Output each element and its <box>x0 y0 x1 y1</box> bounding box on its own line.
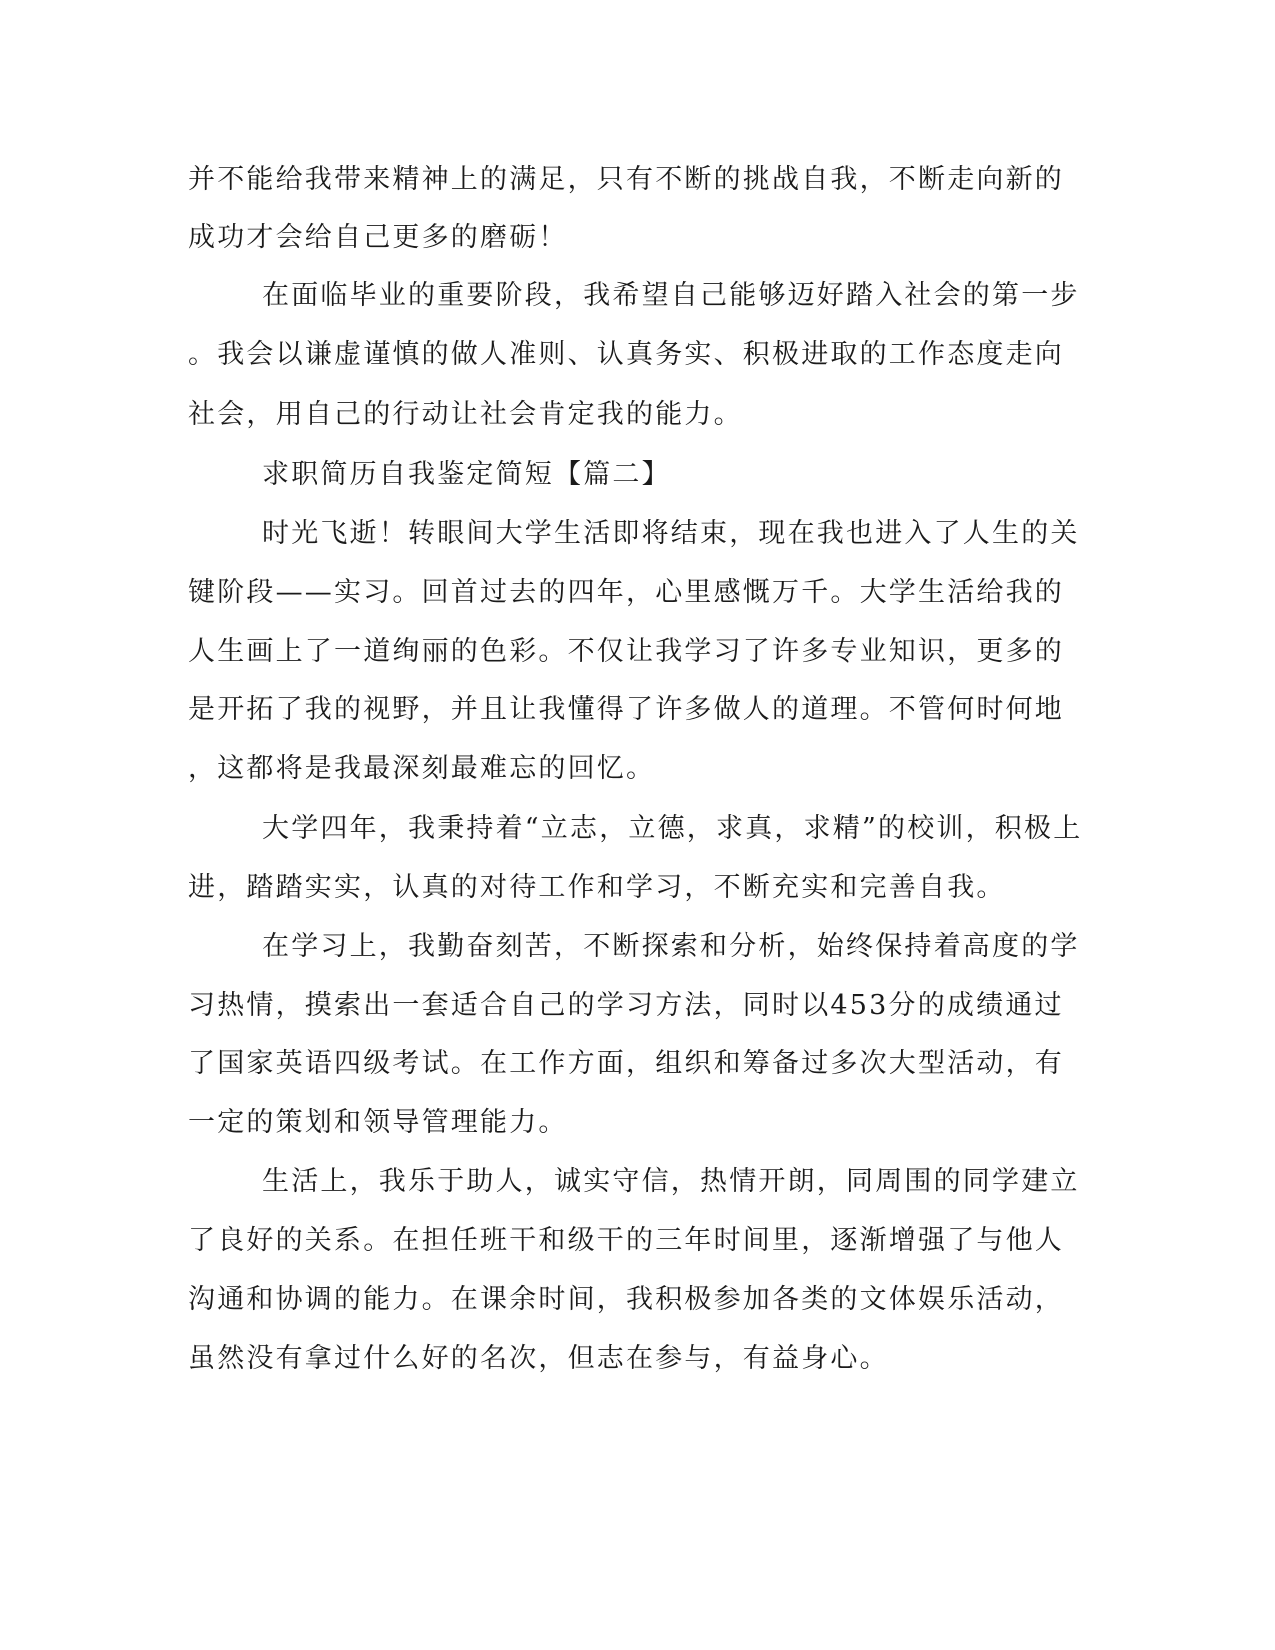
text-line-21: 虽然没有拿过什么好的名次，但志在参与，有益身心。 <box>188 1343 889 1374</box>
section-heading: 求职简历自我鉴定简短【篇二】 <box>262 459 671 490</box>
text-line-9: 人生画上了一道绚丽的色彩。不仅让我学习了许多专业知识，更多的 <box>188 636 1064 667</box>
text-line-4: 。我会以谦虚谨慎的做人准则、认真务实、积极进取的工作态度走向 <box>188 339 1064 370</box>
text-line-8: 键阶段——实习。回首过去的四年，心里感慨万千。大学生活给我的 <box>188 577 1064 608</box>
text-line-11: ，这都将是我最深刻最难忘的回忆。 <box>188 753 656 784</box>
text-line-16: 了国家英语四级考试。在工作方面，组织和筹备过多次大型活动，有 <box>188 1048 1064 1079</box>
text-line-2: 成功才会给自己更多的磨砺！ <box>188 222 568 253</box>
text-line-20: 沟通和协调的能力。在课余时间，我积极参加各类的文体娱乐活动， <box>188 1284 1064 1315</box>
text-line-15: 习热情，摸索出一套适合自己的学习方法，同时以453分的成绩通过 <box>188 990 1064 1021</box>
paragraph-start-line: 在学习上，我勤奋刻苦，不断探索和分析，始终保持着高度的学 <box>262 931 1080 962</box>
text-line-10: 是开拓了我的视野，并且让我懂得了许多做人的道理。不管何时何地 <box>188 694 1064 725</box>
paragraph-start-line: 时光飞逝！转眼间大学生活即将结束，现在我也进入了人生的关 <box>262 518 1080 549</box>
text-line-17: 一定的策划和领导管理能力。 <box>188 1107 568 1138</box>
paragraph-start-line: 大学四年，我秉持着“立志，立德，求真，求精”的校训，积极上 <box>262 813 1083 844</box>
paragraph-start-line: 生活上，我乐于助人，诚实守信，热情开朗，同周围的同学建立 <box>262 1166 1080 1197</box>
text-line-5: 社会，用自己的行动让社会肯定我的能力。 <box>188 399 743 430</box>
text-line-1: 并不能给我带来精神上的满足，只有不断的挑战自我，不断走向新的 <box>188 164 1064 195</box>
text-line-13: 进，踏踏实实，认真的对待工作和学习，不断充实和完善自我。 <box>188 872 1006 903</box>
paragraph-start-line: 在面临毕业的重要阶段，我希望自己能够迈好踏入社会的第一步 <box>262 280 1080 311</box>
text-line-19: 了良好的关系。在担任班干和级干的三年时间里，逐渐增强了与他人 <box>188 1225 1064 1256</box>
